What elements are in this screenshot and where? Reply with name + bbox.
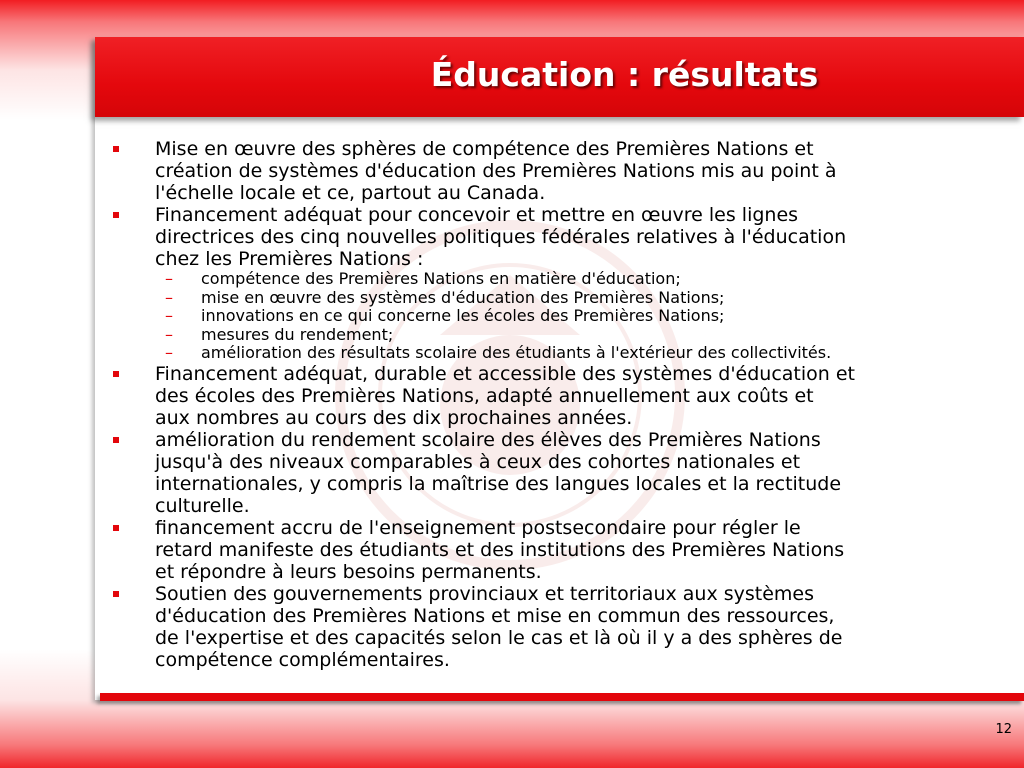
bullet-text: culturelle. xyxy=(155,494,250,517)
bullet-text: compétence complémentaires. xyxy=(155,648,450,671)
bullet-marker-icon xyxy=(113,591,119,597)
bullet-text: jusqu'à des niveaux comparables à ceux des cohortes nationales et xyxy=(155,450,801,473)
sub-item-text: compétence des Premières Nations en matière d'éducation; xyxy=(201,269,681,288)
bullet-text: aux nombres au cours des dix prochaines années. xyxy=(155,406,633,429)
bullet-line xyxy=(110,451,1010,473)
bullet-text: chez les Premières Nations : xyxy=(155,248,424,270)
bullet-text: amélioration du rendement scolaire des élèves des Premières Nations xyxy=(155,428,821,451)
bullet-marker-icon xyxy=(113,212,119,218)
bullet-line xyxy=(110,160,1010,182)
sub-item xyxy=(110,289,1010,308)
sub-item-text: amélioration des résultats scolaire des étudiants à l'extérieur des collectivités. xyxy=(201,343,832,362)
bullet-marker-icon xyxy=(113,371,119,377)
bullet-text: de l'expertise et des capacités selon le cas et là où il y a des sphères de xyxy=(155,626,843,649)
page-number: 12 xyxy=(995,722,1012,737)
bullet-line xyxy=(110,495,1010,517)
bullet-line xyxy=(110,561,1010,583)
dash-marker-icon: – xyxy=(165,287,173,307)
bullet-text: Mise en œuvre des sphères de compétence des Premières Nations et xyxy=(155,138,814,160)
title-bar xyxy=(95,37,1024,117)
bullet-text: directrices des cinq nouvelles politiques fédérales relatives à l'éducation xyxy=(155,226,847,248)
bullet-line xyxy=(110,539,1010,561)
sub-item-text: mesures du rendement; xyxy=(201,324,394,344)
bullet-text: Financement adéquat pour concevoir et mettre en œuvre les lignes xyxy=(155,204,799,226)
bottom-bar xyxy=(100,693,1024,701)
dash-marker-icon: – xyxy=(165,306,173,325)
bullet-text: retard manifeste des étudiants et des institutions des Premières Nations xyxy=(155,538,845,561)
bullet-line xyxy=(110,517,1010,539)
bullet-text: financement accru de l'enseignement postsecondaire pour régler le xyxy=(155,516,801,539)
bullet-line xyxy=(110,649,1010,671)
bullet-line xyxy=(110,473,1010,495)
bullet-line xyxy=(110,407,1010,429)
bullet-line xyxy=(110,385,1010,407)
bullet-text: internationales, y compris la maîtrise des langues locales et la rectitude xyxy=(155,472,842,495)
bullet-text: et répondre à leurs besoins permanents. xyxy=(155,560,542,583)
dash-marker-icon: – xyxy=(165,343,173,362)
slide-content xyxy=(110,138,1010,671)
sub-item xyxy=(110,326,1010,345)
dash-marker-icon: – xyxy=(165,324,173,344)
bullet-text: d'éducation des Premières Nations et mise en commun des ressources, xyxy=(155,604,835,627)
bullet-text: Financement adéquat, durable et accessible des systèmes d'éducation et xyxy=(155,362,856,385)
bullet-line xyxy=(110,204,1010,226)
slide-title: Éducation : résultats xyxy=(430,55,819,94)
bullet-line xyxy=(110,583,1010,605)
bullet-line xyxy=(110,605,1010,627)
bullet-line xyxy=(110,138,1010,160)
bullet-line xyxy=(110,363,1010,385)
sub-item-text: innovations en ce qui concerne les écoles des Premières Nations; xyxy=(201,306,725,325)
bullet-line xyxy=(110,226,1010,248)
bullet-marker-icon xyxy=(113,146,119,152)
bullet-marker-icon xyxy=(113,437,119,443)
bullet-line xyxy=(110,627,1010,649)
bullet-text: des écoles des Premières Nations, adapté annuellement aux coûts et xyxy=(155,384,814,407)
bullet-text: l'échelle locale et ce, partout au Canada. xyxy=(155,182,546,204)
bullet-text: Soutien des gouvernements provinciaux et territoriaux aux systèmes xyxy=(155,582,815,605)
bullet-line xyxy=(110,182,1010,204)
sub-item-text: mise en œuvre des systèmes d'éducation des Premières Nations; xyxy=(201,287,725,307)
sub-item xyxy=(110,270,1010,289)
sub-item xyxy=(110,344,1010,363)
sub-item xyxy=(110,307,1010,326)
bullet-text: création de systèmes d'éducation des Premières Nations mis au point à xyxy=(155,160,837,182)
bullet-line xyxy=(110,429,1010,451)
bullet-line xyxy=(110,248,1010,270)
bullet-marker-icon xyxy=(113,525,119,531)
dash-marker-icon: – xyxy=(165,269,173,288)
